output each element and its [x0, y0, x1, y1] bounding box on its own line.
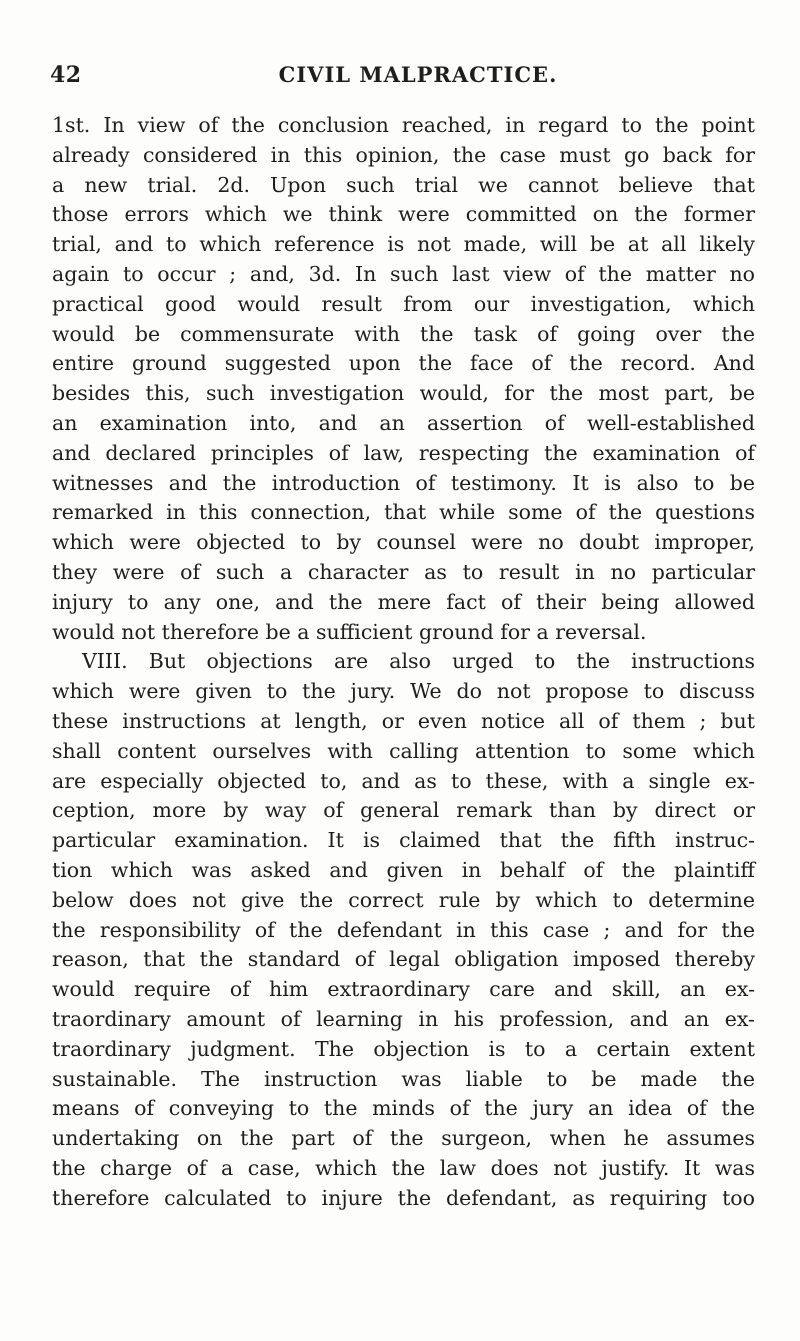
- text-line: they were of such a character as to result in no particular: [52, 559, 755, 584]
- page-number: 42: [50, 62, 82, 88]
- text-line: the charge of a case, which the law does not justify. It was: [52, 1155, 755, 1180]
- text-line: 1st. In view of the conclusion reached, in regard to the point: [52, 113, 755, 137]
- text-line: practical good would result from our investigation, which: [52, 291, 755, 316]
- text-line: would not therefore be a sufficient ground for a reversal.: [52, 619, 647, 644]
- text-line: the responsibility of the defendant in this case ; and for the: [52, 917, 755, 942]
- text-line: therefore calculated to injure the defendant, as requiring too: [52, 1185, 755, 1210]
- text-line: an examination into, and an assertion of well-established: [52, 410, 755, 435]
- text-line: besides this, such investigation would, for the most part, be: [52, 381, 755, 406]
- text-line: tion which was asked and given in behalf of the plaintiff: [52, 857, 755, 882]
- text-line: these instructions at length, or even notice all of them ; but: [52, 708, 755, 733]
- running-head: [0, 62, 800, 92]
- text-line: reason, that the standard of legal obligation imposed thereby: [52, 947, 755, 972]
- text-line: trial, and to which reference is not made, will be at all likely: [52, 232, 755, 257]
- text-line: means of conveying to the minds of the jury an idea of the: [52, 1096, 755, 1121]
- text-line: remarked in this connection, that while some of the questions: [52, 500, 755, 525]
- text-line: witnesses and the introduction of testimony. It is also to be: [52, 470, 755, 495]
- text-line: which were objected to by counsel were no doubt improper,: [52, 530, 755, 555]
- text-line: shall content ourselves with calling attention to some which: [52, 738, 755, 763]
- text-line: already considered in this opinion, the case must go back for: [52, 142, 755, 167]
- body-text: [52, 111, 755, 1213]
- text-line: and declared principles of law, respecting the examination of: [52, 440, 755, 465]
- running-title: CIVIL MALPRACTICE.: [278, 62, 558, 87]
- text-line: ception, more by way of general remark than by direct or: [52, 798, 755, 823]
- text-line: again to occur ; and, 3d. In such last view of the matter no: [52, 261, 755, 286]
- text-line: which were given to the jury. We do not propose to discuss: [52, 679, 755, 704]
- text-line: would require of him extraordinary care and skill, an ex-: [52, 977, 755, 1002]
- text-line: a new trial. 2d. Upon such trial we cannot believe that: [52, 172, 755, 197]
- text-line: entire ground suggested upon the face of the record. And: [52, 351, 755, 376]
- text-line: VIII. But objections are also urged to the instructions: [82, 649, 755, 674]
- text-line: undertaking on the part of the surgeon, when he assumes: [52, 1126, 755, 1151]
- text-line: below does not give the correct rule by which to determine: [52, 887, 755, 912]
- text-line: traordinary judgment. The objection is to a certain extent: [52, 1036, 755, 1061]
- text-line: would be commensurate with the task of going over the: [52, 321, 755, 346]
- text-line: those errors which we think were committed on the former: [52, 202, 755, 227]
- text-line: sustainable. The instruction was liable to be made the: [52, 1066, 755, 1091]
- text-line: injury to any one, and the mere fact of their being allowed: [52, 589, 755, 614]
- text-line: are especially objected to, and as to these, with a single ex-: [52, 768, 755, 793]
- text-line: particular examination. It is claimed that the fifth instruc-: [52, 828, 755, 853]
- text-line: traordinary amount of learning in his profession, and an ex-: [52, 1006, 755, 1031]
